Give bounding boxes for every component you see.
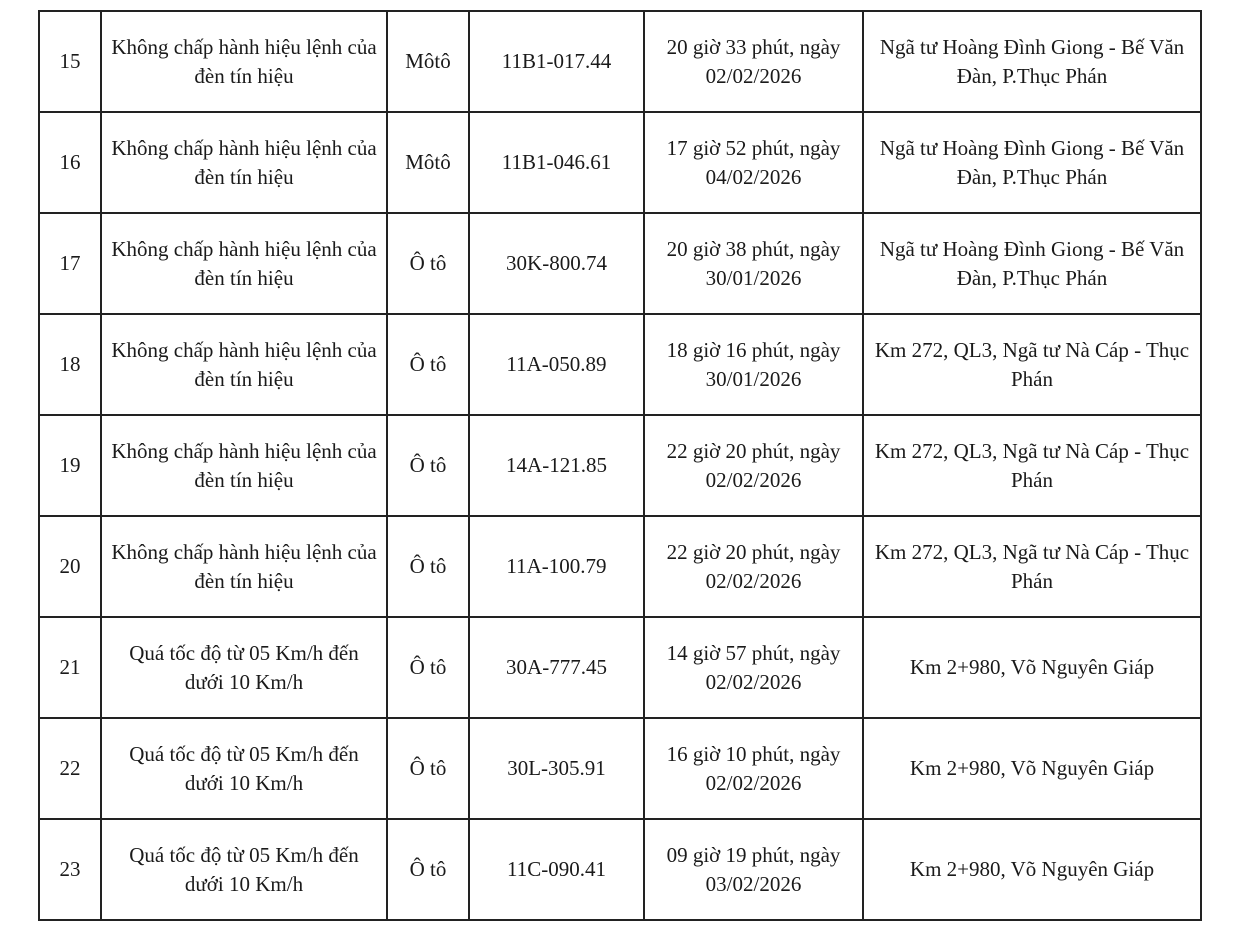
violation-time-cell <box>644 213 863 314</box>
vehicle-type-cell <box>387 11 469 112</box>
violation-description: Không chấp hành hiệu lệnh của đèn tín hiệu <box>111 539 377 593</box>
violation-location: Km 2+980, Võ Nguyên Giáp <box>909 857 1155 881</box>
violation-description: Không chấp hành hiệu lệnh của đèn tín hiệu <box>111 438 377 492</box>
violation-table <box>38 10 1202 921</box>
violation-description: Không chấp hành hiệu lệnh của đèn tín hiệu <box>111 135 377 189</box>
violation-location-cell <box>863 617 1201 718</box>
violation-location-cell <box>863 718 1201 819</box>
violation-time: 22 giờ 20 phút, ngày 02/02/2026 <box>666 539 841 593</box>
row-number: 16 <box>59 150 81 174</box>
license-plate-cell <box>469 11 644 112</box>
violation-description-cell <box>101 112 387 213</box>
row-number-cell <box>39 718 101 819</box>
violation-description-cell <box>101 11 387 112</box>
vehicle-type: Ô tô <box>409 453 447 477</box>
violation-time-cell <box>644 415 863 516</box>
violation-location: Km 272, QL3, Ngã tư Nà Cáp - Thục Phán <box>874 438 1190 492</box>
vehicle-type: Ô tô <box>409 655 447 679</box>
violation-description: Quá tốc độ từ 05 Km/h đến dưới 10 Km/h <box>129 741 359 795</box>
violation-time-cell <box>644 314 863 415</box>
license-plate: 11B1-017.44 <box>501 49 612 73</box>
row-number-cell <box>39 112 101 213</box>
violation-location: Ngã tư Hoàng Đình Giong - Bế Văn Đàn, P.Thục Phán <box>879 135 1185 189</box>
license-plate: 11C-090.41 <box>507 857 606 881</box>
violation-time: 14 giờ 57 phút, ngày 02/02/2026 <box>666 640 841 694</box>
table-row <box>39 819 1201 920</box>
table-row <box>39 415 1201 516</box>
license-plate: 30A-777.45 <box>506 655 607 679</box>
row-number-cell <box>39 516 101 617</box>
violation-location: Km 272, QL3, Ngã tư Nà Cáp - Thục Phán <box>874 337 1190 391</box>
violation-time-cell <box>644 819 863 920</box>
row-number: 21 <box>59 655 81 679</box>
license-plate-cell <box>469 819 644 920</box>
table-row <box>39 516 1201 617</box>
vehicle-type-cell <box>387 819 469 920</box>
violation-time: 20 giờ 33 phút, ngày 02/02/2026 <box>666 34 841 88</box>
violation-description-cell <box>101 516 387 617</box>
violation-location-cell <box>863 11 1201 112</box>
row-number: 18 <box>59 352 81 376</box>
vehicle-type-cell <box>387 213 469 314</box>
table-row <box>39 314 1201 415</box>
license-plate-cell <box>469 617 644 718</box>
table-row <box>39 112 1201 213</box>
vehicle-type: Ô tô <box>409 857 447 881</box>
violation-location: Km 272, QL3, Ngã tư Nà Cáp - Thục Phán <box>874 539 1190 593</box>
table-row <box>39 617 1201 718</box>
license-plate: 30L-305.91 <box>507 756 606 780</box>
row-number-cell <box>39 617 101 718</box>
violation-location-cell <box>863 112 1201 213</box>
license-plate-cell <box>469 112 644 213</box>
violation-location-cell <box>863 415 1201 516</box>
table-row <box>39 11 1201 112</box>
violation-location: Km 2+980, Võ Nguyên Giáp <box>909 756 1155 780</box>
license-plate-cell <box>469 314 644 415</box>
license-plate: 11A-050.89 <box>506 352 607 376</box>
row-number-cell <box>39 314 101 415</box>
vehicle-type-cell <box>387 718 469 819</box>
row-number: 20 <box>59 554 81 578</box>
violation-description-cell <box>101 415 387 516</box>
violation-time-cell <box>644 617 863 718</box>
license-plate-cell <box>469 415 644 516</box>
license-plate: 11B1-046.61 <box>501 150 612 174</box>
vehicle-type: Ô tô <box>409 352 447 376</box>
violation-time: 20 giờ 38 phút, ngày 30/01/2026 <box>666 236 841 290</box>
row-number-cell <box>39 415 101 516</box>
license-plate: 11A-100.79 <box>506 554 607 578</box>
violation-description: Không chấp hành hiệu lệnh của đèn tín hiệu <box>111 236 377 290</box>
violation-description: Không chấp hành hiệu lệnh của đèn tín hiệu <box>111 337 377 391</box>
violation-description-cell <box>101 819 387 920</box>
vehicle-type: Môtô <box>405 49 451 73</box>
table-body <box>39 11 1201 920</box>
violation-description: Quá tốc độ từ 05 Km/h đến dưới 10 Km/h <box>129 640 359 694</box>
violation-location: Ngã tư Hoàng Đình Giong - Bế Văn Đàn, P.Thục Phán <box>879 34 1185 88</box>
violation-time-cell <box>644 11 863 112</box>
vehicle-type-cell <box>387 516 469 617</box>
violation-description: Không chấp hành hiệu lệnh của đèn tín hiệu <box>111 34 377 88</box>
license-plate: 30K-800.74 <box>506 251 607 275</box>
license-plate-cell <box>469 718 644 819</box>
vehicle-type-cell <box>387 314 469 415</box>
violation-location-cell <box>863 213 1201 314</box>
vehicle-type: Môtô <box>405 150 451 174</box>
violation-time: 16 giờ 10 phút, ngày 02/02/2026 <box>666 741 841 795</box>
violation-description-cell <box>101 718 387 819</box>
row-number: 19 <box>59 453 81 477</box>
violation-time-cell <box>644 718 863 819</box>
license-plate: 14A-121.85 <box>506 453 607 477</box>
vehicle-type: Ô tô <box>409 756 447 780</box>
violation-time: 09 giờ 19 phút, ngày 03/02/2026 <box>666 842 841 896</box>
vehicle-type: Ô tô <box>409 251 447 275</box>
violation-location-cell <box>863 314 1201 415</box>
row-number: 23 <box>59 857 81 881</box>
table-row <box>39 213 1201 314</box>
violation-time: 17 giờ 52 phút, ngày 04/02/2026 <box>666 135 841 189</box>
violation-description-cell <box>101 617 387 718</box>
vehicle-type: Ô tô <box>409 554 447 578</box>
violation-location-cell <box>863 516 1201 617</box>
row-number: 15 <box>59 49 81 73</box>
violation-description: Quá tốc độ từ 05 Km/h đến dưới 10 Km/h <box>129 842 359 896</box>
row-number-cell <box>39 11 101 112</box>
license-plate-cell <box>469 213 644 314</box>
violation-table-container <box>38 10 1200 921</box>
violation-description-cell <box>101 314 387 415</box>
violation-location-cell <box>863 819 1201 920</box>
vehicle-type-cell <box>387 617 469 718</box>
vehicle-type-cell <box>387 112 469 213</box>
row-number: 22 <box>59 756 81 780</box>
row-number-cell <box>39 213 101 314</box>
vehicle-type-cell <box>387 415 469 516</box>
violation-time: 22 giờ 20 phút, ngày 02/02/2026 <box>666 438 841 492</box>
violation-time-cell <box>644 516 863 617</box>
violation-location: Km 2+980, Võ Nguyên Giáp <box>909 655 1155 679</box>
row-number-cell <box>39 819 101 920</box>
violation-description-cell <box>101 213 387 314</box>
violation-location: Ngã tư Hoàng Đình Giong - Bế Văn Đàn, P.Thục Phán <box>879 236 1185 290</box>
table-row <box>39 718 1201 819</box>
license-plate-cell <box>469 516 644 617</box>
violation-time-cell <box>644 112 863 213</box>
violation-time: 18 giờ 16 phút, ngày 30/01/2026 <box>666 337 841 391</box>
row-number: 17 <box>59 251 81 275</box>
